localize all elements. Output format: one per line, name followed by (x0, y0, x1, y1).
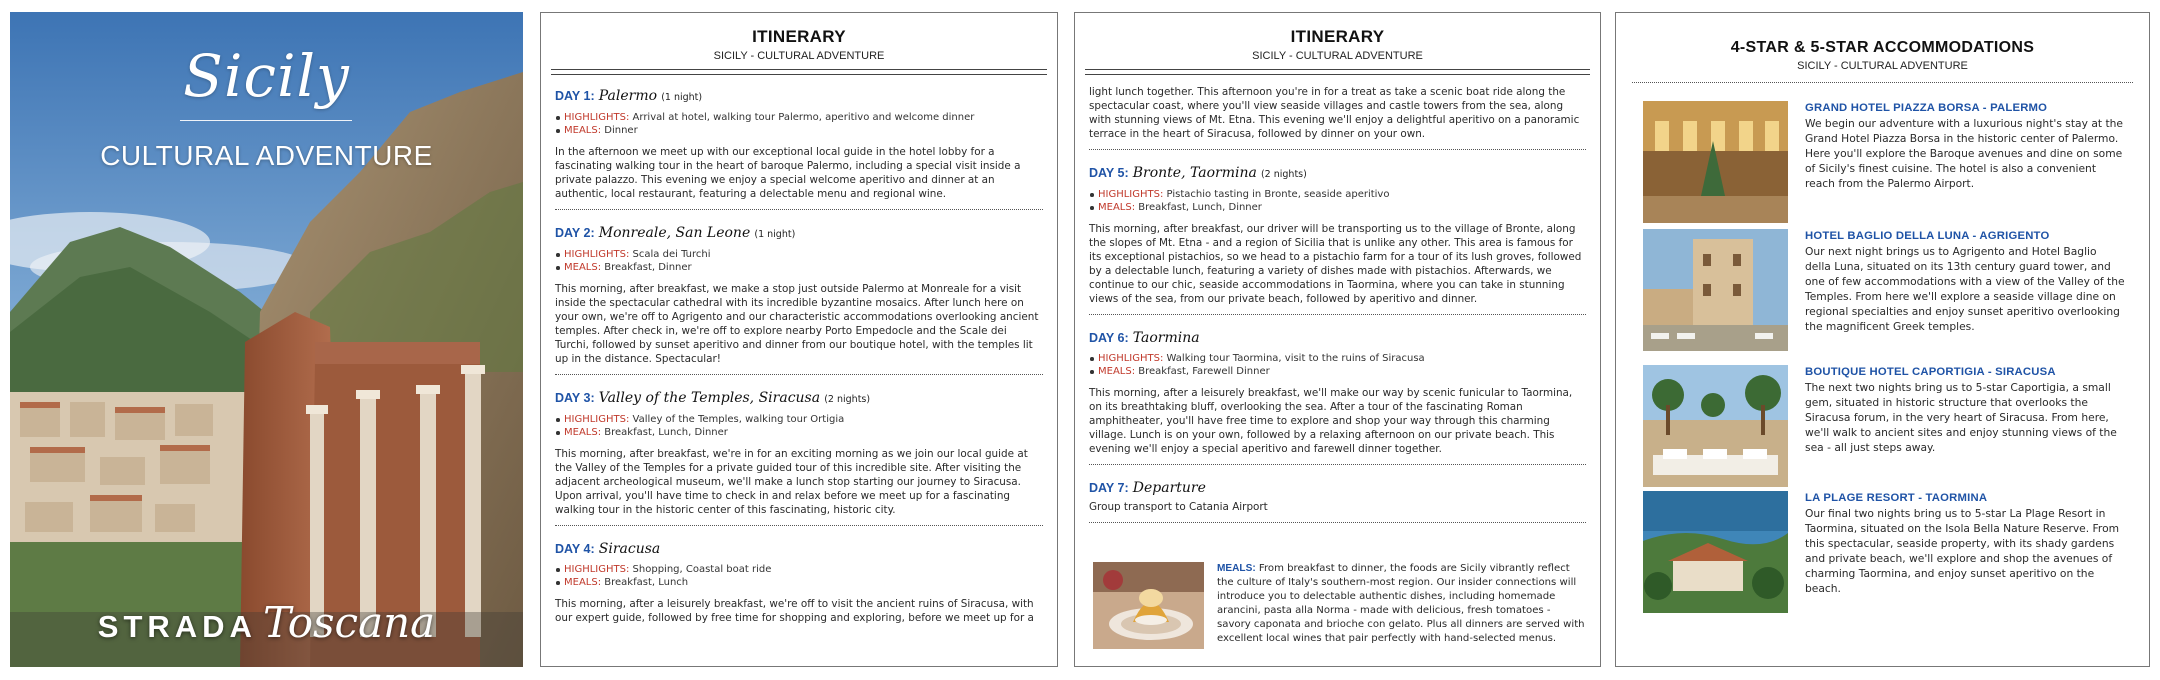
day-description: Group transport to Catania Airport (1089, 501, 1268, 513)
dotted-divider (1089, 522, 1586, 523)
cover-page (10, 12, 523, 667)
dotted-divider (555, 374, 1043, 375)
day-place: Siracusa (598, 541, 661, 557)
meals-item: MEALS: Breakfast, Lunch, Dinner (1089, 201, 1586, 214)
page-header (541, 13, 1057, 62)
cover-title: Sicily (183, 42, 350, 110)
hotel-photo (1643, 101, 1788, 223)
hotel-name: BOUTIQUE HOTEL CAPORTIGIA - SIRACUSA (1805, 366, 2056, 378)
cover-photo (10, 12, 523, 667)
day-section (555, 391, 1043, 526)
day-place: Taormina (1132, 330, 1200, 346)
day-description: This morning, after breakfast, we make a stop just outside Palermo at Monreale for a visit inside the spectacular cathedral with its incredible byzantine mosaics. After lunch here on your own, we're off to Agrigento and our characteristic accommodations overlooking ancient temples. After check in, we're off to explore nearby Porto Empedocle and the Scale dei Turchi, followed by sunset aperitivo and dinner from our boutique hotel, with the temples lit up in the distance. Spectacular! (555, 283, 1039, 365)
accommodations-page (1615, 12, 2150, 667)
header-rule (1085, 69, 1590, 75)
page-title: ITINERARY (752, 27, 846, 46)
dotted-divider (555, 209, 1043, 210)
highlights-item: HIGHLIGHTS: Arrival at hotel, walking tour Palermo, aperitivo and welcome dinner (555, 111, 1043, 124)
day-section (555, 542, 1043, 625)
meals-item: MEALS: Breakfast, Lunch, Dinner (555, 426, 1043, 439)
itinerary-page-2 (1074, 12, 1601, 667)
page-subtitle: SICILY - CULTURAL ADVENTURE (1797, 60, 1968, 72)
page-subtitle: SICILY - CULTURAL ADVENTURE (1252, 50, 1423, 62)
hotel-description: Our next night brings us to Agrigento and Hotel Baglio della Luna, situated on its 13th century guard tower, and one of few accommodations with a view of the Valley of the Temples. From here we'll explore a seaside village dine on regional specialties and enjoy sunset aperitivo overlooking the magnificent Greek temples. (1805, 245, 2125, 333)
day-description: This morning, after a leisurely breakfast, we'll make our way by scenic funicular to Taormina, on its breathtaking bluff, overlooking the sea. After a tour of the fascinating Roman amphitheater, you'll have free time to explore and shop your way through this charming village. Lunch is on your own, followed by a relaxing afternoon on our private beach. This evening we'll enjoy a special aperitivo and farewell dinner together. (1089, 387, 1573, 455)
day-nights: (2 nights) (824, 394, 871, 405)
day-place: Departure (1132, 480, 1206, 496)
cover-divider (180, 120, 352, 121)
meals-item: MEALS: Breakfast, Lunch (555, 576, 1043, 589)
hotel-photo (1643, 229, 1788, 351)
day-place: Monreale, San Leone (598, 225, 751, 241)
day-section (1089, 166, 1586, 315)
day-place: Palermo (598, 88, 658, 104)
day-description: In the afternoon we meet up with our exceptional local guide in the hotel lobby for a fascinating walking tour in the heart of baroque Palermo, including a special visit inside a private palazzo. This evening we enjoy a special welcome aperitivo and dinner at an authentic, local restaurant, featuring a delectable menu and regional wine. (555, 146, 1021, 200)
dotted-divider (1632, 82, 2133, 83)
day-label: DAY 5: (1089, 166, 1129, 180)
highlights-item: HIGHLIGHTS: Shopping, Coastal boat ride (555, 563, 1043, 576)
cover-subtitle: CULTURAL ADVENTURE (100, 140, 433, 171)
page-title: 4-STAR & 5-STAR ACCOMMODATIONS (1730, 39, 2035, 56)
hotel-photo (1643, 365, 1788, 487)
brand-part-toscana: Toscana (262, 598, 436, 647)
hotel-name: LA PLAGE RESORT - TAORMINA (1805, 492, 1988, 504)
brand-part-strada: STRADA (97, 609, 257, 644)
dotted-divider (555, 525, 1043, 526)
itinerary-page-1 (540, 12, 1058, 667)
hotel-name: HOTEL BAGLIO DELLA LUNA - AGRIGENTO (1805, 230, 2050, 242)
meals-item: MEALS: Dinner (555, 124, 1043, 137)
page-header (1075, 13, 1600, 62)
meals-description: MEALS: From breakfast to dinner, the foods are Sicily vibrantly reflect the culture of Italy's southern-most region. Our insider connections will introduce you to delectable authentic dishes, including homemade arancini, pasta alla Norma - made with delicious, fresh tomatoes - savory caponata and brioche con gelato. Plus all dinners are served with excellent local wines that pair perfectly with hand-selected menus. (1217, 563, 1585, 644)
dotted-divider (1089, 314, 1586, 315)
hotel-description: We begin our adventure with a luxurious night's stay at the Grand Hotel Piazza Borsa in the historic center of Palermo. Here you'll explore the Baroque avenues and dine on some of Sicily's finest cuisine. The hotel is also a convenient reach from the Palermo Airport. (1805, 117, 2124, 190)
hotel-name: GRAND HOTEL PIAZZA BORSA - PALERMO (1805, 102, 2048, 114)
day-label: DAY 4: (555, 542, 595, 556)
header-rule (551, 69, 1047, 75)
highlights-item: HIGHLIGHTS: Scala dei Turchi (555, 248, 1043, 261)
hotel-description: The next two nights bring us to 5-star Caportigia, a small gem, situated in historic structure that overlooks the Siracusa forum, in the very heart of Siracusa. From here, we'll walk to ancient sites and enjoy stunning views of the sea - all just steps away. (1805, 381, 2117, 454)
page-subtitle: SICILY - CULTURAL ADVENTURE (713, 50, 885, 62)
dessert-photo (1093, 562, 1204, 649)
dotted-divider (1089, 464, 1586, 465)
day-place: Bronte, Taormina (1132, 165, 1257, 181)
hotel-description: Our final two nights bring us to 5-star La Plage Resort in Taormina, situated on the Isola Bella Nature Reserve. From this spectacular, seaside property, with its shady gardens and private beach, we'll explore and shop the avenues of charming Taormina, and enjoy sunset aperitivo on the beach. (1805, 507, 2120, 595)
continued-description: light lunch together. This afternoon you're in for a treat as take a scenic boat ride along the spectacular coast, where you'll view seaside villages and castle towers from the sea, along with stunning views of Mt. Etna. This evening we'll enjoy a delightful aperitivo on a panoramic terrace in the heart of Siracusa, followed by dinner on your own. (1089, 86, 1580, 140)
day-nights: (1 night) (661, 92, 703, 103)
day-description: This morning, after a leisurely breakfast, we're off to visit the ancient ruins of Siracusa, with our expert guide, followed by free time for shopping and exploring, before we meet up for a (555, 598, 1034, 624)
day-label: DAY 2: (555, 226, 595, 240)
page-header (1616, 13, 2149, 72)
day-description: This morning, after breakfast, we're in for an exciting morning as we join our local guide at the Valley of the Temples for a private guided tour of this incredible site. After visiting the adjacent archeological museum, we'll make a lunch stop starting our journey to Siracusa. Upon arrival, you'll have time to check in and relax before we meet up for a fascinating walking tour in the historic center of this fascinating, historic city. (555, 448, 1028, 516)
day-place: Valley of the Temples, Siracusa (598, 390, 821, 406)
highlights-item: HIGHLIGHTS: Walking tour Taormina, visit to the ruins of Siracusa (1089, 352, 1586, 365)
day-label: DAY 6: (1089, 331, 1129, 345)
day-section (555, 226, 1043, 375)
day-section (1089, 331, 1586, 465)
day-nights: (2 nights) (1260, 169, 1307, 180)
day-section (1089, 481, 1586, 523)
brand-logo (10, 598, 523, 647)
dotted-divider (1089, 149, 1586, 150)
day-description: This morning, after breakfast, our driver will be transporting us to the village of Bronte, along the slopes of Mt. Etna - and a region of Sicilia that is unlike any other. This area is famous for its exceptional pistachios, so we head to a pistachio farm for a tour of its lush groves, followed by a delectable lunch, featuring a variety of dishes made with pistachios. Afterwards, we continue to our chic, seaside accommodations in Taormina, where you can take in stunning views of the sea, from our private beach, followed by aperitivo and dinner. (1089, 223, 1582, 305)
day-nights: (1 night) (754, 229, 796, 240)
meals-item: MEALS: Breakfast, Dinner (555, 261, 1043, 274)
hotel-photo (1643, 491, 1788, 613)
day-label: DAY 3: (555, 391, 595, 405)
highlights-item: HIGHLIGHTS: Pistachio tasting in Bronte, seaside aperitivo (1089, 188, 1586, 201)
day-label: DAY 7: (1089, 481, 1129, 495)
day-section (555, 89, 1043, 210)
meals-note (1093, 562, 1593, 652)
page-title: ITINERARY (1290, 27, 1385, 46)
highlights-item: HIGHLIGHTS: Valley of the Temples, walking tour Ortigia (555, 413, 1043, 426)
meals-item: MEALS: Breakfast, Farewell Dinner (1089, 365, 1586, 378)
day-label: DAY 1: (555, 89, 595, 103)
